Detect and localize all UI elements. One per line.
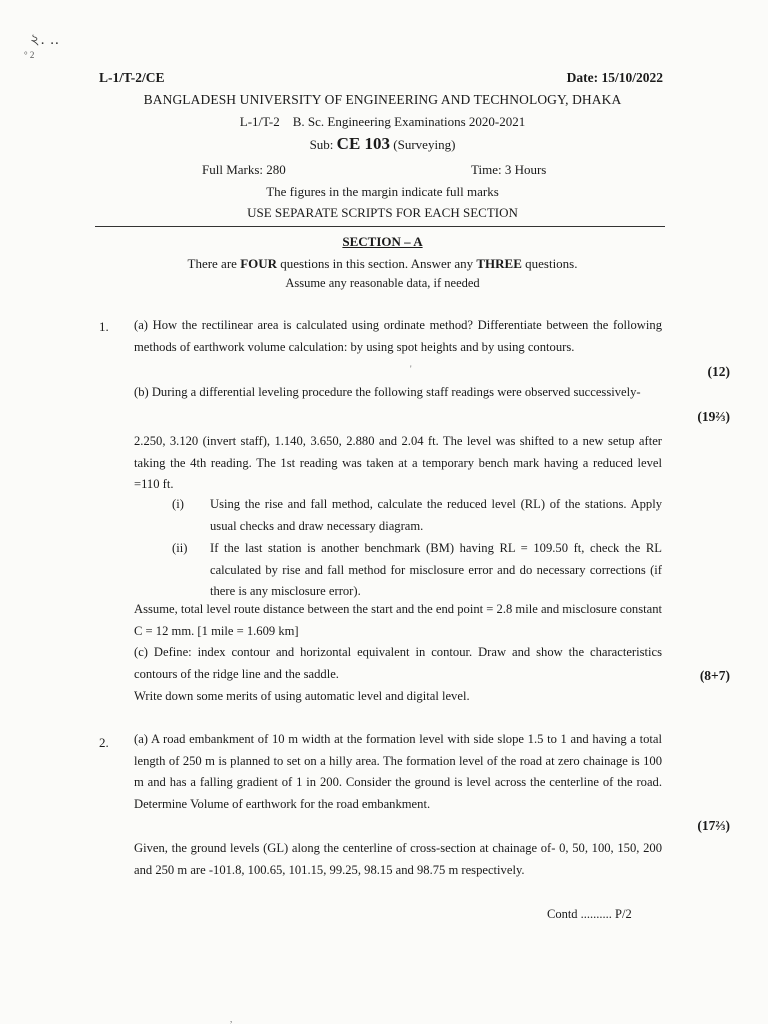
exam-date: Date: 15/10/2022 <box>566 70 663 85</box>
assume-note: Assume any reasonable data, if needed <box>285 276 480 290</box>
exam-time: Time: 3 Hours <box>471 162 547 177</box>
scripts-note: USE SEPARATE SCRIPTS FOR EACH SECTION <box>247 205 518 220</box>
question-1b-i: Using the rise and fall method, calculate the reduced level (RL) of the stations. Apply usual checks and draw necessary diagram. <box>210 497 662 533</box>
corner-handwriting-small: ° 2 <box>24 50 35 60</box>
exam-title: L-1/T-2 B. Sc. Engineering Examinations 2020-2021 <box>239 114 526 129</box>
subject-name: (Surveying) <box>390 137 456 152</box>
speck: , <box>230 1014 233 1024</box>
full-marks: Full Marks: 280 <box>202 162 286 177</box>
question-2-number: 2. <box>99 735 109 750</box>
course-code: L-1/T-2/CE <box>99 70 165 85</box>
question-1-number: 1. <box>99 319 109 334</box>
question-1b-ii: If the last station is another benchmark (BM) having RL = 109.50 ft, check the RL calculated by rise and fall method for misclosure error and do necessary corrections (if there is any misclosure error). <box>210 541 662 598</box>
question-1b-assume: Assume, total level route distance between the start and the end point = 2.8 mile and misclosure constant C = 12 mm. [1 mile = 1.609 km] <box>134 602 662 638</box>
header-divider <box>95 226 665 227</box>
subject-code: CE 103 <box>336 134 391 153</box>
corner-handwriting: ২. .. <box>30 32 60 48</box>
question-1b-ii-label: (ii) <box>172 541 188 555</box>
question-1b-intro: (b) During a differential leveling procedure the following staff readings were observed successively- <box>134 385 641 399</box>
continued-note: Contd .......... P/2 <box>547 907 632 921</box>
section-instructions: There are FOUR questions in this section. Answer any THREE questions. <box>187 256 578 271</box>
section-title: SECTION – A <box>342 234 423 249</box>
question-1b-readings: 2.250, 3.120 (invert staff), 1.140, 3.650, 2.880 and 2.04 ft. The level was shifted to a new setup after taking the 4th reading. The 1st reading was taken at a temporary bench mark having a reduced level =110 ft. <box>134 434 662 491</box>
speck: ' <box>410 364 412 374</box>
question-1c-marks: (8+7) <box>699 668 730 683</box>
question-1c-second: Write down some merits of using automatic level and digital level. <box>134 689 470 703</box>
question-2a-marks: (17⅔) <box>697 818 730 833</box>
figures-note: The figures in the margin indicate full marks <box>266 184 499 199</box>
question-1b-i-label: (i) <box>172 497 184 511</box>
question-2a-given: Given, the ground levels (GL) along the centerline of cross-section at chainage of- 0, 50, 100, 150, 200 and 250 m are -101.8, 100.65, 101.15, 99.25, 98.15 and 98.75 m respectively. <box>134 841 662 877</box>
question-1a: (a) How the rectilinear area is calculated using ordinate method? Differentiate between the following methods of earthwork volume calculation: by using spot heights and by using contours. <box>134 318 662 354</box>
question-1c: (c) Define: index contour and horizontal equivalent in contour. Draw and show the characteristics contours of the ridge line and the saddle. <box>134 645 662 681</box>
question-1a-marks: (12) <box>707 364 730 379</box>
subject-prefix: Sub: <box>309 137 337 152</box>
university-name: BANGLADESH UNIVERSITY OF ENGINEERING AND TECHNOLOGY, DHAKA <box>143 92 622 107</box>
question-2a: (a) A road embankment of 10 m width at the formation level with side slope 1.5 to 1 and having a total length of 250 m is planned to set on a hilly area. The formation level of the road at zero chainage is 100 m and has a falling gradient of 1 in 200. Consider the ground is level across the centerline of the road. Determine Volume of earthwork for the road embankment. <box>134 732 662 811</box>
subject-line <box>110 134 655 154</box>
question-1b-marks: (19⅔) <box>697 409 730 424</box>
